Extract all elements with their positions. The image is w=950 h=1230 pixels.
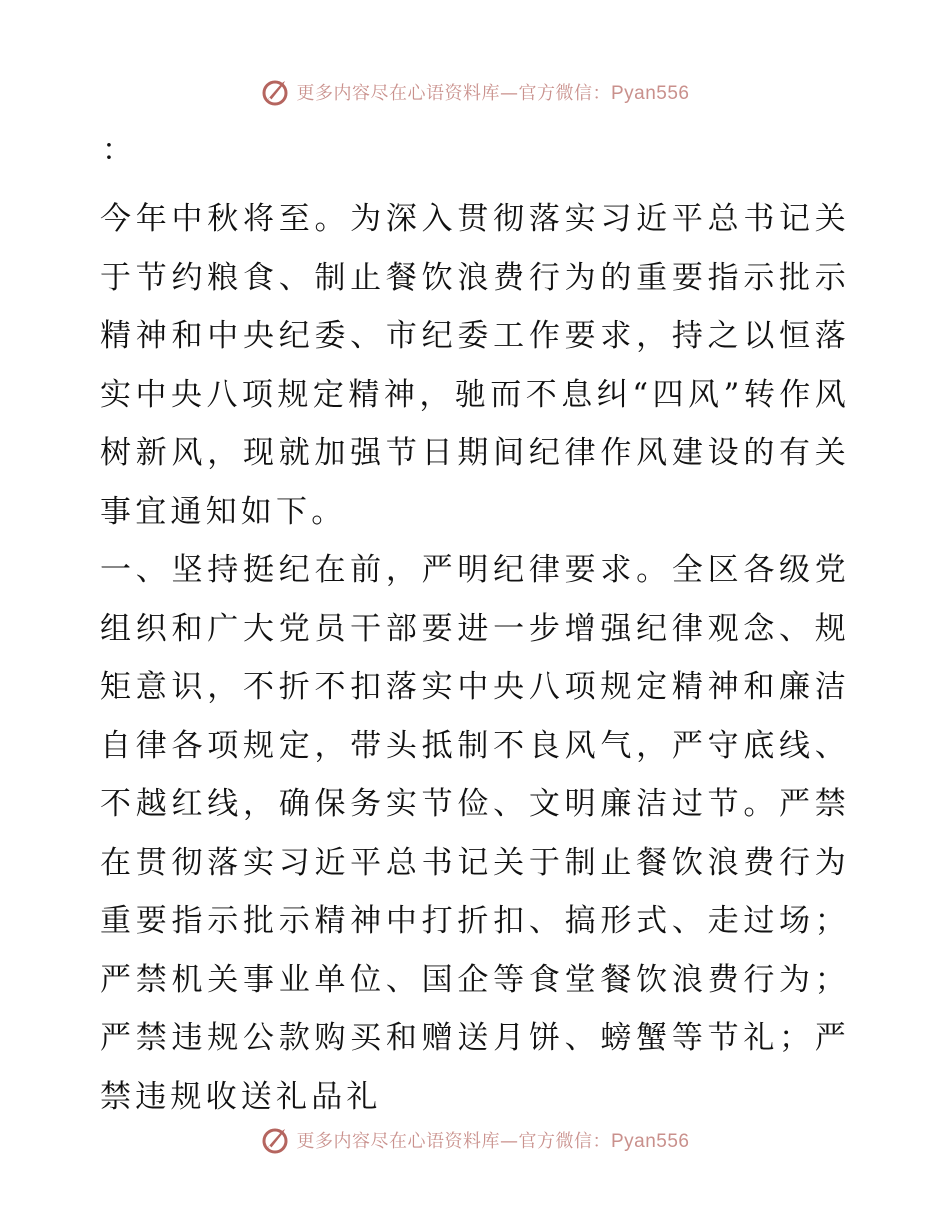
footer-watermark-text — [296, 1127, 689, 1153]
paragraph-section-one: 一、坚持挺纪在前，严明纪律要求。全区各级党组织和广大党员干部要进一步增强纪律观念、规矩意识，不折不扣落实中央八项规定精神和廉洁自律各项规定，带头抵制不良风气，严守底线、不越红线，确保务实节俭、文明廉洁过节。严禁在贯彻落实习近平总书记关于制止餐饮浪费行为重要指示批示精神中打折扣、搞形式、走过场；严禁机关事业单位、国企等食堂餐饮浪费行为；严禁违规公款购买和赠送月饼、螃蟹等节礼；严禁违规收送礼品礼 — [100, 552, 850, 1115]
paragraph-intro: 今年中秋将至。为深入贯彻落实习近平总书记关于节约粮食、制止餐饮浪费行为的重要指示批示精神和中央纪委、市纪委工作要求，持之以恒落实中央八项规定精神，驰而不息纠“四风”转作风树新风，现就加强节日期间纪律作风建设的有关事宜通知如下。 — [100, 201, 850, 530]
salutation: ： — [102, 133, 132, 168]
header-separator: — — [499, 83, 519, 104]
header-brand: 更多内容尽在心语资料库 — [296, 83, 500, 104]
footer-official: 官方微信： — [518, 1131, 611, 1152]
header-watermark-text — [296, 79, 689, 105]
header-wechat-id: Pyan556 — [610, 83, 690, 104]
footer-watermark — [0, 1120, 950, 1160]
header-official: 官方微信： — [518, 83, 611, 104]
document-body — [100, 122, 850, 1126]
footer-brand: 更多内容尽在心语资料库 — [296, 1131, 500, 1152]
footer-wechat-id: Pyan556 — [610, 1131, 690, 1152]
quill-logo-icon — [260, 1125, 290, 1155]
footer-separator: — — [499, 1131, 519, 1152]
header-watermark — [0, 72, 950, 112]
quill-logo-icon — [260, 77, 290, 107]
